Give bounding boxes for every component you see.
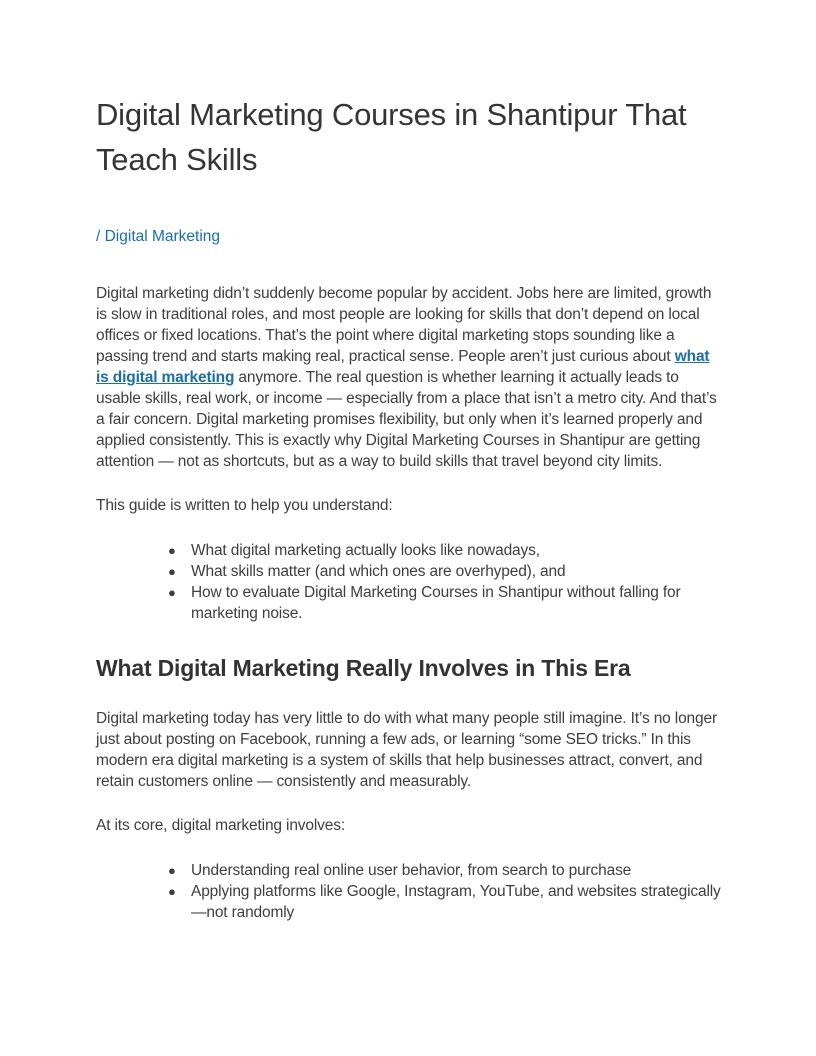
list-item-text: Understanding real online user behavior, from search to purchase <box>191 862 632 879</box>
guide-intro-paragraph: This guide is written to help you understand: <box>96 497 393 514</box>
intro-paragraph <box>96 283 724 472</box>
list-item <box>168 582 724 624</box>
section-heading: What Digital Marketing Really Involves in This Era <box>96 655 631 681</box>
list-item-text: How to evaluate Digital Marketing Courses in Shantipur without falling for marketing noise. <box>191 584 681 622</box>
section-paragraph: Digital marketing today has very little to do with what many people still imagine. It’s no longer just about posting on Facebook, running a few ads, or learning “some SEO tricks.” In this modern era digital marketing is a system of skills that help businesses attract, convert, and retain customers online — consistently and measurably. <box>96 710 717 790</box>
document-page <box>96 92 724 923</box>
list-item <box>168 561 724 582</box>
core-intro-paragraph: At its core, digital marketing involves: <box>96 817 345 834</box>
what-is-digital-marketing-link[interactable]: what is digital marketing <box>96 348 710 386</box>
guide-bullet-list <box>96 540 724 624</box>
bullet-icon: ● <box>168 543 176 558</box>
list-item-text: What digital marketing actually looks like nowadays, <box>191 542 540 559</box>
list-item <box>168 540 724 561</box>
bullet-icon: ● <box>168 585 176 600</box>
category-breadcrumb <box>96 226 724 247</box>
list-item-text: Applying platforms like Google, Instagram, YouTube, and websites strategically—not randomly <box>191 883 721 921</box>
bullet-icon: ● <box>168 884 176 899</box>
list-item <box>168 860 724 881</box>
bullet-icon: ● <box>168 863 176 878</box>
page-title: Digital Marketing Courses in Shantipur That Teach Skills <box>96 97 687 177</box>
bullet-icon: ● <box>168 564 176 579</box>
list-item-text: What skills matter (and which ones are overhyped), and <box>191 563 566 580</box>
intro-text-after-link: anymore. The real question is whether learning it actually leads to usable skills, real work, or income — especially from a place that isn’t a metro city. And that’s a fair concern. Digital marketing promises flexibility, but only when it’s learned properly and applied consistently. This is exactly why Digital Marketing Courses in Shantipur are getting attention — not as shortcuts, but as a way to build skills that travel beyond city limits. <box>96 369 717 470</box>
core-bullet-list <box>96 860 724 923</box>
intro-text-before-link: Digital marketing didn’t suddenly become popular by accident. Jobs here are limited, growth is slow in traditional roles, and most people are looking for skills that don’t depend on local offices or fixed locations. That’s the point where digital marketing stops sounding like a passing trend and starts making real, practical sense. People aren’t just curious about <box>96 285 712 365</box>
category-link[interactable]: / Digital Marketing <box>96 228 221 245</box>
list-item <box>168 881 724 923</box>
